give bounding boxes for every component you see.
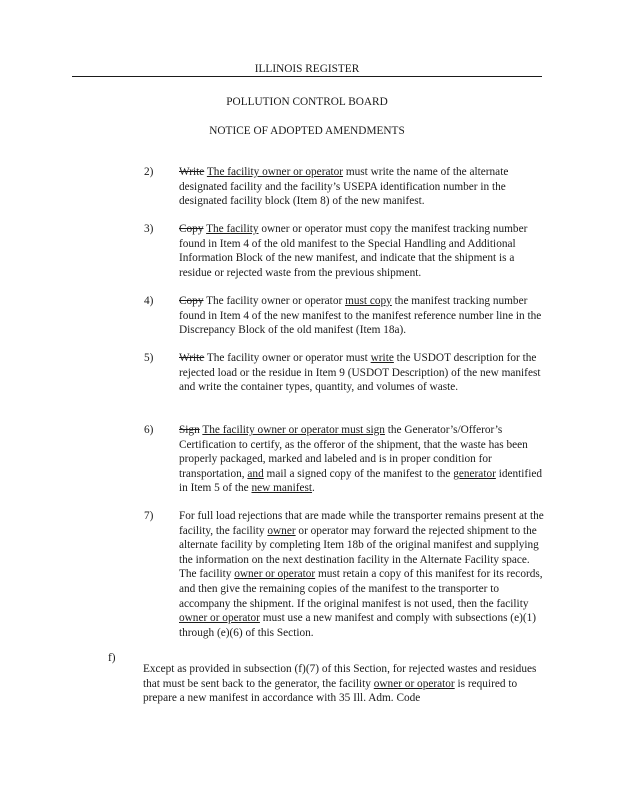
item-text	[179, 351, 544, 395]
struck-text: Write	[179, 166, 205, 178]
text-run: is required to prepare a new manifest in accordance with 35 Ill. Adm. Code	[143, 677, 518, 705]
item-number: 5)	[144, 352, 154, 364]
item-number: 7)	[144, 510, 154, 522]
inserted-text: The facility owner or operator	[206, 166, 344, 178]
inserted-text: and	[247, 467, 264, 480]
text-run: identified in Item 5 of the	[179, 467, 542, 495]
item-number: 3)	[144, 223, 154, 235]
item-text	[179, 509, 544, 640]
inserted-text: owner	[267, 524, 296, 537]
subsection-text	[143, 651, 545, 717]
struck-text: Write	[179, 352, 205, 364]
board-header: POLLUTION CONTROL BOARD	[226, 96, 388, 108]
inserted-text: must copy	[345, 295, 392, 307]
text-run: owner or operator must copy the manifest tracking number found in Item 4 of the old manifest to the Special Handling and Additional Information Block of the new manifest, and indicate that the shipment is a residue or rejected waste from the previous shipment.	[179, 223, 528, 279]
text-run: must write the name of the alternate designated facility and the facility’s USEPA identification number in the designated facility block (Item 8) of the new manifest.	[179, 166, 509, 208]
text-run: .	[312, 482, 315, 495]
text-run: the manifest tracking number found in Item 4 of the new manifest to the manifest reference number line in the Discrepancy Block of the old manifest (Item 18a).	[179, 295, 542, 337]
text-run: For full load rejections that are made while the transporter remains present at the facility, the facility	[179, 510, 544, 537]
item-text	[179, 294, 544, 338]
text-run: The facility owner or operator must	[204, 352, 371, 364]
struck-text: Sign	[179, 424, 200, 436]
text-run: the Generator’s/Offeror’s Certification to certify, as the offeror of the shipment, that the waste has been properly packaged, marked and labeled and is in proper condition for transportation,	[179, 424, 528, 480]
text-run: must retain a copy of this manifest for its records, and then give the remaining copies of the manifest to the transporter to accompany the shipment. If the original manifest is not used, then the facility	[179, 568, 543, 610]
inserted-text: The facility owner or operator must sign	[202, 424, 385, 436]
item-text	[179, 165, 544, 209]
inserted-text: generator	[453, 467, 496, 480]
inserted-text: write	[370, 352, 394, 364]
item-text	[179, 423, 544, 496]
item-number: 6)	[144, 424, 154, 436]
register-header: ILLINOIS REGISTER	[72, 62, 542, 77]
notice-header: NOTICE OF ADOPTED AMENDMENTS	[209, 125, 405, 137]
text-run: the USDOT description for the rejected load or the residue in Item 9 (USDOT Description) of the new manifest and write the container types, quantity, and volumes of waste.	[179, 352, 541, 394]
text-run: Except as provided in subsection (f)(7) of this Section, for rejected wastes and residues that must be sent back to the generator, the facility	[143, 663, 537, 690]
text-run: mail a signed copy of the manifest to the	[263, 467, 454, 480]
inserted-text: owner or operator	[179, 612, 260, 625]
inserted-text: owner or operator	[373, 677, 455, 690]
subsection-number: f)	[108, 652, 116, 664]
inserted-text: owner or operator	[234, 568, 316, 581]
text-run: or operator may forward the rejected shipment to the alternate facility by completing Item 18b of the original manifest and supplying the information on the next destination facility in the Alternate Facility space. The facility	[179, 524, 539, 581]
text-run: must use a new manifest and comply with subsections (e)(1) through (e)(6) of this Section.	[179, 612, 537, 639]
inserted-text: new manifest	[251, 482, 313, 495]
struck-text: Copy	[179, 295, 204, 307]
item-number: 2)	[144, 166, 154, 178]
item-number: 4)	[144, 295, 154, 307]
item-text	[179, 222, 544, 280]
struck-text: Copy	[179, 223, 204, 235]
inserted-text: The facility	[206, 223, 259, 235]
text-run: The facility owner or operator	[203, 295, 346, 307]
